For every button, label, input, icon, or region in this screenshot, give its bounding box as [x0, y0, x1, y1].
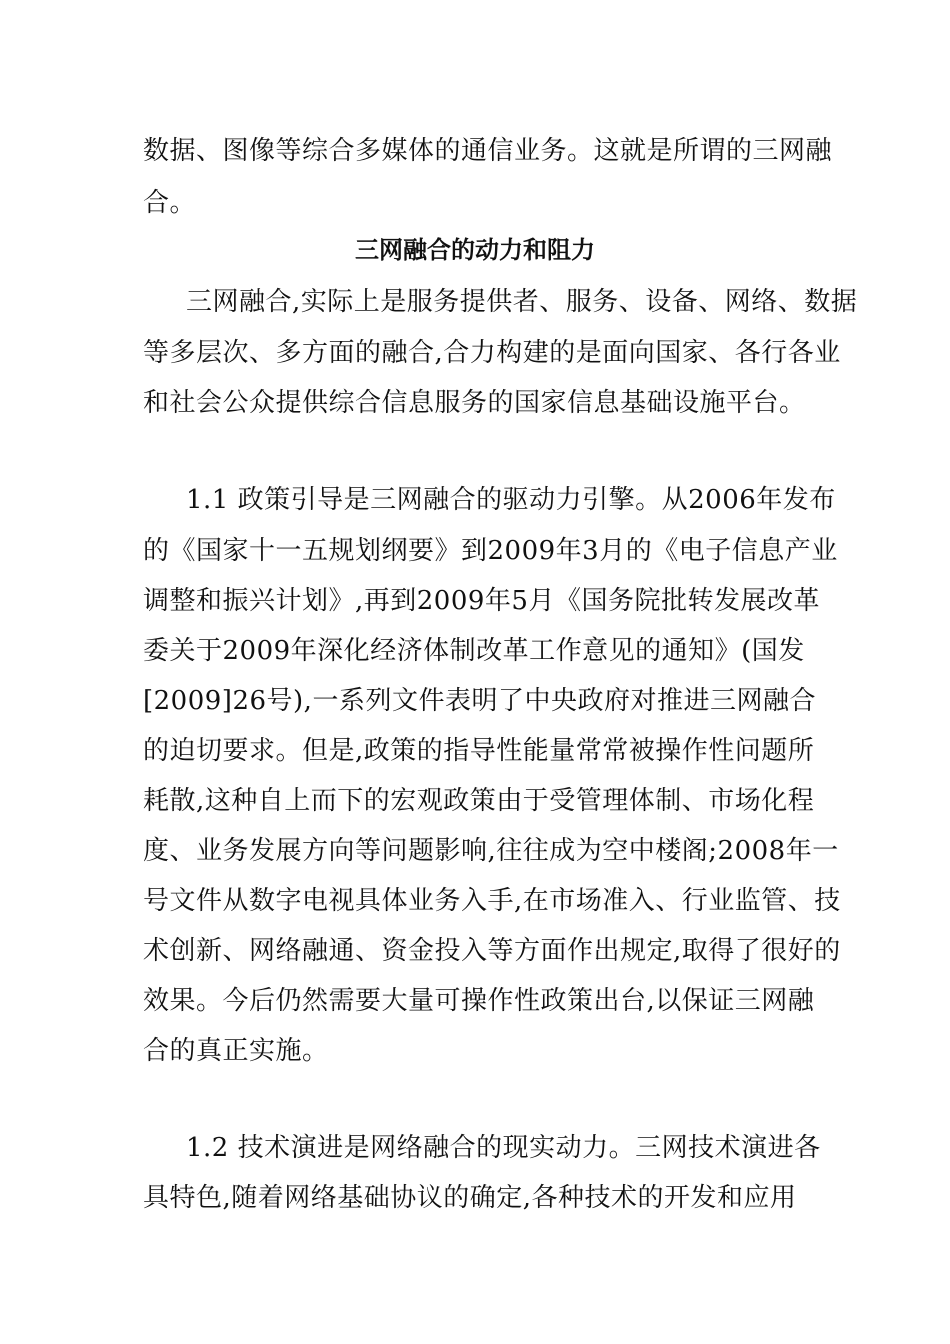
text-line: 等多层次、多方面的融合,合力构建的是面向国家、各行各业	[143, 338, 841, 368]
text-line: 1.2 技术演进是网络融合的现实动力。三网技术演进各	[186, 1133, 821, 1163]
text-line: 1.1 政策引导是三网融合的驱动力引擎。从2006年发布	[186, 485, 836, 515]
text-line: 号文件从数字电视具体业务入手,在市场准入、行业监管、技	[143, 886, 841, 916]
text-line: 耗散,这种自上而下的宏观政策由于受管理体制、市场化程	[143, 786, 815, 816]
text-line: 合的真正实施。	[143, 1036, 329, 1066]
section-title: 三网融合的动力和阻力	[355, 236, 595, 264]
text-line: 合。	[143, 188, 197, 218]
text-line: 术创新、网络融通、资金投入等方面作出规定,取得了很好的	[143, 936, 841, 966]
text-line: 度、业务发展方向等问题影响,往往成为空中楼阁;2008年一	[143, 836, 839, 866]
text-line: 三网融合,实际上是服务提供者、服务、设备、网络、数据	[186, 287, 858, 317]
text-line: 和社会公众提供综合信息服务的国家信息基础设施平台。	[143, 388, 806, 418]
text-line: 具特色,随着网络基础协议的确定,各种技术的开发和应用	[143, 1183, 797, 1213]
text-line: 效果。今后仍然需要大量可操作性政策出台,以保证三网融	[143, 986, 815, 1016]
text-line: 的《国家十一五规划纲要》到2009年3月的《电子信息产业	[143, 536, 838, 566]
text-line: 委关于2009年深化经济体制改革工作意见的通知》(国发	[143, 636, 805, 666]
text-line: 的迫切要求。但是,政策的指导性能量常常被操作性问题所	[143, 736, 815, 766]
text-line: 调整和振兴计划》,再到2009年5月《国务院批转发展改革	[143, 586, 820, 616]
text-line: 数据、图像等综合多媒体的通信业务。这就是所谓的三网融	[143, 136, 833, 166]
text-line: [2009]26号),一系列文件表明了中央政府对推进三网融合	[143, 686, 816, 716]
